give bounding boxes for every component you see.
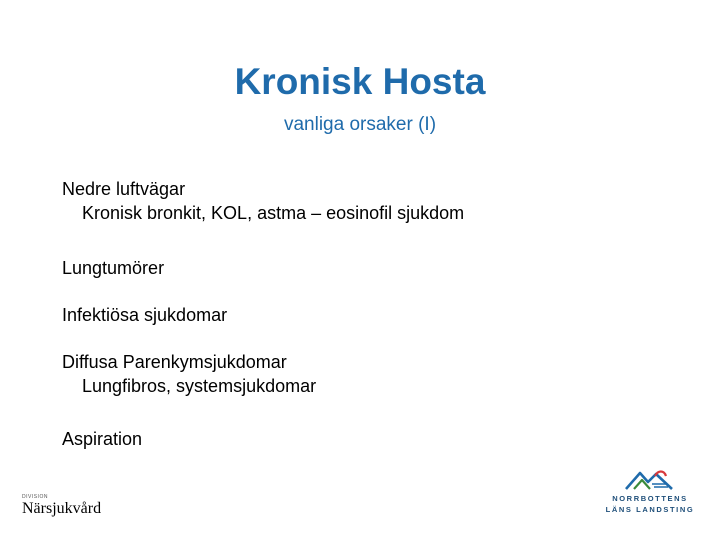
- landsting-logo-icon: [622, 467, 678, 493]
- bullet-sub-text: Lungfibros, systemsjukdomar: [82, 376, 317, 396]
- bullet-item: [62, 256, 164, 280]
- logo-text-line1: NORRBOTTENS: [612, 494, 688, 503]
- bullet-item: [62, 177, 464, 225]
- logo-water-lines: [652, 484, 668, 487]
- logo-text-line2: LÄNS LANDSTING: [605, 505, 695, 514]
- slide-title: Kronisk Hosta: [234, 61, 486, 102]
- bullet-main-text: Aspiration: [62, 429, 143, 449]
- bullet-item: [62, 303, 227, 327]
- bullet-main-text: Diffusa Parenkymsjukdomar: [62, 352, 287, 372]
- bullet-item: [62, 427, 142, 451]
- division-unit-label: Närsjukvård: [22, 500, 102, 517]
- bullet-main-text: Lungtumörer: [62, 258, 165, 278]
- bullet-item: [62, 350, 316, 398]
- bullet-main-text: Infektiösa sjukdomar: [62, 305, 228, 325]
- bullet-main-text: Nedre luftvägar: [62, 179, 186, 199]
- division-label: DIVISION: [22, 494, 48, 500]
- bullet-sub-text: Kronisk bronkit, KOL, astma – eosinofil sjukdom: [82, 203, 465, 223]
- norrbotten-logo: [602, 467, 698, 519]
- footer-division: [22, 494, 101, 518]
- slide-subtitle: vanliga orsaker (I): [283, 114, 437, 135]
